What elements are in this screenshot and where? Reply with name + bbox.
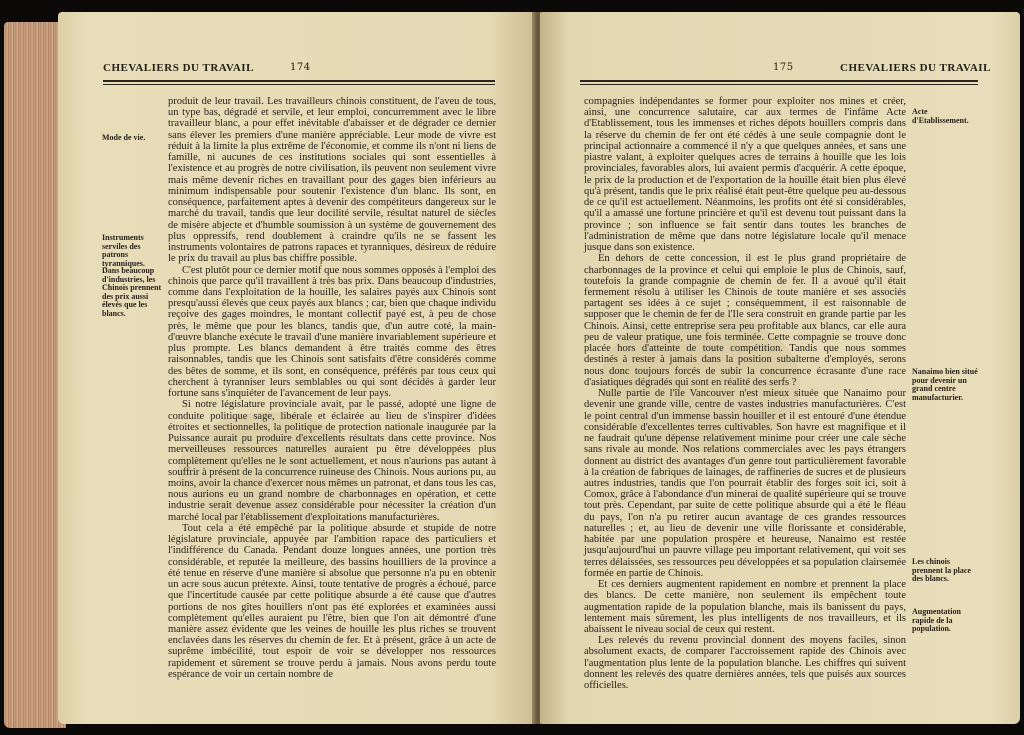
paragraph: Tout cela a été empêché par la politique absurde et stupide de notre législature provinciale, appuyée par l'ambition rapace des particuliers et l'indifférence du Canada. Pendant douze longues années, une portion très considérable, et reputée la meilleure, des bassins houilliers de la province a été tenue en réserve d'une manière si absolue que personne n'a pu en obtenir un acre sous aucun prétexte. Ainsi, toute tentative de progrès a échoué, parce que l'incertitude causée par cette politique absurde a été cause que d'autres portions de nos gîtes houillers n'ont pas été explorées et examinées aussi complètement qu'elles auraient pu l'être, bien que l'on ait démontré d'une manière assez évidente que les veines de houille les plus riches se trouvent enclavées dans les réserves du chemin de fer. Et à présent, grâce à un acte de suprême imbécilité, tout espoir de voir se développer nos ressources rapidement et sûrement se trouve perdu à jamais. Nous avons perdu toute espérance de voir un certain nombre de bbox=[168, 522, 496, 680]
book-page-edges bbox=[4, 22, 66, 728]
paragraph: produit de leur travail. Les travailleurs chinois constituent, de l'aveu de tous, un type bas, dégradé et servile, et leur emploi, concurremment avec le libre travailleur blanc, a pour effet inévitable d'abaisser et de dégrader ce dernier sans élever les premiers d'une manière appréciable. Leur mode de vivre est réduit à la limite la plus extrême de l'économie, et comme ils n'ont ni liens de famille, ni aucunes de ces institutions sociales qui sont essentielles à l'existence et au progrès de notre civilisation, ils peuvent non seulement vivre mais même devenir riches en travaillant pour des gages bien inférieurs au minimum indispensable pour soutenir l'existence d'un blanc. Ils sont, en conséquence, parfaitement aptes à devenir des compétiteurs dangereux sur le marché du travail, tandis que leur docilité servile, résultat naturel de siècles de misère abjecte et d'humble soumission à un système de gouvernement des plus oppressifs, rend doublement à craindre qu'ils ne se fassent les instruments volontaires de patrons rapaces et tyranniques, désireux de réduire le prix du travail au plus bas chiffre possible. bbox=[168, 96, 496, 265]
paragraph: Si notre législature provinciale avait, par le passé, adopté une ligne de conduite politique sage, libérale et éclairée au lieu de s'inspirer d'idées étroites et sectionnelles, la politique de protection nationale inaugurée par la Puissance aurait pu produire d'excellents résultats dans cette province. Nos merveilleuses ressources naturelles auraient pu être développées plus complètement qu'elles ne le sont actuellement, et nous n'aurions pas autant à souffrir à présent de la concurrence ruineuse des Chinois. Nous aurions pu, au moins, avoir la chance d'exercer nous mêmes un patronat, et dans tous les cas, nous aurions eu un grand nombre de charbonnages en opération, et cette industrie serait devenue assez considérable pour nécessiter la création d'un marché local par l'établissement d'exploitations manufacturières. bbox=[168, 399, 496, 523]
right-page-text bbox=[584, 96, 906, 691]
right-page bbox=[540, 12, 1020, 724]
running-title-right: CHEVALIERS DU TRAVAIL bbox=[840, 62, 991, 74]
paragraph: Les relevés du revenu provincial donnent des moyens faciles, sinon absolument exacts, de comparer l'accroissement rapide des Chinois avec l'augmentation plus lente de la population blanche. Les chiffres qui suivent donnent les relevés des quatre dernières années, tels que puisés aux sources officielles. bbox=[584, 635, 906, 692]
margin-note-instruments: Instruments serviles des patrons tyranniques. bbox=[102, 233, 145, 268]
header-rule-right bbox=[580, 80, 978, 85]
left-page-text bbox=[168, 96, 496, 680]
paragraph: En dehors de cette concession, il est le plus grand propriétaire de charbonnages de la province et celui qui emploie le plus de Chinois, sauf, toutefois la grande compagnie de chemin de fer. Il a avoué qu'il était fermement résolu à utiliser les Chinois de toute manière et ses associés partagent ses idées à ce sujet ; conséquemment, il est raisonnable de supposer que le chemin de fer de l'Ile sera construit en grande partie par les Chinois. Ainsi, cette entreprise sera peu profitable aux blancs, car elle aura peu de valeur pratique, une fois terminée. Cette compagnie se trouve donc placée hors d'atteinte de toute compétition. Tandis que nous sommes destinés à rester à jamais dans la position subalterne d'employés, serons nous donc toujours forcés de subir la concurrence écrasante d'une race d'asiatiques dégradés qui sont en réalité des serfs ? bbox=[584, 253, 906, 388]
paragraph: C'est plutôt pour ce dernier motif que nous sommes opposés à l'emploi des chinois que parce qu'il travaillent à très bas prix. Dans beaucoup d'industries, comme dans l'exploitation de la houille, les salaires payés aux Chinois sont presqu'aussi élevés que ceux payés aux blancs ; car, bien que chaque individu reçoive des gages moindres, le montant collectif payé est, à peu de chose près, le même que pour les blancs, tandis que, d'un autre coté, la main-d'œuvre blanche exécute le travail d'une manière invariablement supérieure et plus prompte. Les blancs demandent à être traités comme des êtres raisonnables, tandis que les Chinois sont satisfaits d'être considérés comme des bêtes de somme, et ils sont, en conséquence, préférés par tous ceux qui cherchent à tyranniser leurs semblables ou qui sont décidés à garder leur fortune sans s'inquiéter de l'avancement de leur pays. bbox=[168, 264, 496, 400]
header-rule-left bbox=[103, 80, 495, 85]
margin-note-nanaimo: Nanaimo bien situé pour devenir un grand centre manufacturier. bbox=[912, 367, 978, 402]
paragraph: compagnies indépendantes se former pour exploiter nos mines et créer, ainsi, une concurrence salutaire, car aux termes de l'infâme Acte d'Etablissement, tous les immenses et riches dépots houillers compris dans la réserve du chemin de fer ont été cédés à une seule compagnie dont le principal actionnaire a commencé il n'y a que quelques années, et sans une piastre valant, à exploiter quelques acres de terrains à houille que les lois provinciales, favorables alors, lui avaient permis d'acquérir. A cette époque, le prix de la production et de l'exportation de la houille était bien plus élevé qu'à présent, tandis que le prix réalisé était peut-être quelque peu au-dessous de ce qu'il est actuellement. Néanmoins, les profits ont été si considérables, qu'il a amassé une fortune princière et qu'il est devenu tout puissant dans la province ; son influence se fait sentir dans toutes les branches de l'administration de même que dans notre législature locale qu'il menace jusque dans son existence. bbox=[584, 96, 906, 254]
margin-note-acte: Acte d'Etablissement. bbox=[912, 107, 969, 125]
margin-note-dans-beaucoup: Dans beaucoup d'industries, les Chinois prennent des prix aussi élevés que les blancs. bbox=[102, 266, 162, 318]
paragraph: Et ces derniers augmentent rapidement en nombre et prennent la place des blancs. De cette manière, non seulement ils empêchent toute augmentation rapide de la population blanche, mais ils banissent du pays, lentement mais sûrement, les plus intelligents de nos travailleurs, et ils abaissent le niveau social de ceux qui restent. bbox=[584, 579, 906, 636]
margin-note-augmentation: Augmentation rapide de la population. bbox=[912, 607, 961, 634]
paragraph: Nulle partie de l'île Vancouver n'est mieux située que Nanaimo pour devenir une grande ville, centre de vastes industries manufacturières. C'est le point central d'un immense bassin houiller et il est entouré d'une étendue considérable d'excellentes terres cultivables. Son havre est magnifique et il ne faudrait qu'une dépense relativement minime pour créer une cale sèche sans rivale au monde. Nos relations commerciales avec les pays étrangers donnent au district des avantages d'un genre tout particulièrement favorable à la création de fabriques de lainages, de raffineries de sucres et de plusieurs autres industries, tandis que l'on pourrait établir des forges soit ici, soit à Comox, grâce à l'abondance d'un minerai de qualité supérieure qui se trouve tout près. Cependant, par suite de cette politique absurde qui a été le fléau du pays, l'on n'a pu retirer aucun avantage de ces grandes ressources naturelles ; et, au lieu de devenir une ville florissante et considérable, habitée par une population prospère et heureuse, Nanaimo est restée jusqu'aujourd'hui un pauvre village peu important relativement, qui voit ses terres délaissées, ses ressources peu développées et sa population clairsemée formée en partie de Chinois. bbox=[584, 388, 906, 579]
page-number-left: 174 bbox=[290, 62, 311, 73]
margin-note-chinois: Les chinois prennent la place des blancs. bbox=[912, 557, 971, 584]
left-page bbox=[58, 12, 536, 724]
running-title-left: CHEVALIERS DU TRAVAIL bbox=[103, 62, 254, 74]
page-number-right: 175 bbox=[773, 62, 794, 73]
margin-note-mode-de-vie: Mode de vie. bbox=[102, 133, 146, 142]
